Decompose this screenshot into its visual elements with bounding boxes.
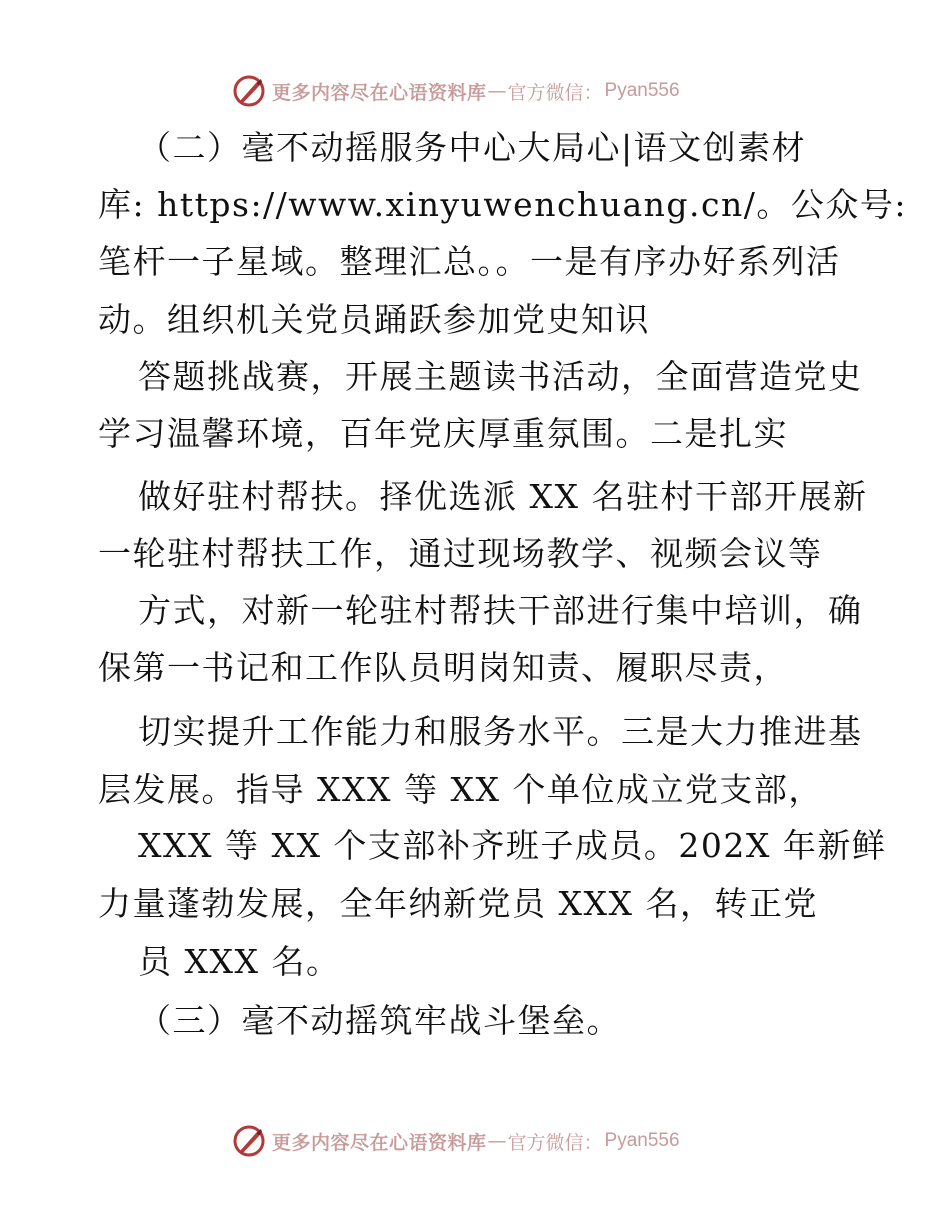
watermark-wechat-id: Pyan556 bbox=[604, 1130, 680, 1151]
text-line: XXX 等 XX 个支部补齐班子成员。202X 年新鲜 bbox=[138, 826, 887, 865]
text-line: 动。组织机关党员踊跃参加党史知识 bbox=[98, 300, 650, 339]
text-line: 学习温馨环境，百年党庆厚重氛围。二是扎实 bbox=[98, 414, 788, 453]
footer-watermark bbox=[232, 1124, 680, 1158]
text-line: 切实提升工作能力和服务水平。三是大力推进基 bbox=[138, 712, 863, 751]
watermark-main-text: 更多内容尽在心语资料库 bbox=[272, 81, 487, 104]
quill-logo-icon bbox=[232, 74, 266, 108]
text-line: 一轮驻村帮扶工作，通过现场教学、视频会议等 bbox=[98, 534, 823, 573]
text-line: 库: https://www.xinyuwenchuang.cn/。公众号: bbox=[98, 185, 907, 224]
watermark-wechat-id: Pyan556 bbox=[604, 80, 680, 101]
header-watermark bbox=[232, 74, 680, 108]
text-line: 层发展。指导 XXX 等 XX 个单位成立党支部， bbox=[98, 770, 823, 809]
text-line: （三）毫不动摇筑牢战斗堡垒。 bbox=[138, 1001, 621, 1040]
watermark-sub-text: 官方微信： bbox=[507, 1131, 603, 1154]
quill-logo-icon bbox=[232, 1124, 266, 1158]
watermark-dash: — bbox=[487, 80, 507, 102]
text-line: 保第一书记和工作队员明岗知责、履职尽责， bbox=[98, 648, 788, 687]
text-line: （二）毫不动摇服务中心大局心|语文创素材 bbox=[138, 128, 807, 167]
text-line: 力量蓬勃发展，全年纳新党员 XXX 名，转正党 bbox=[98, 884, 818, 923]
text-line: 答题挑战赛，开展主题读书活动，全面营造党史 bbox=[138, 357, 863, 396]
watermark-dash: — bbox=[487, 1130, 507, 1152]
text-line: 笔杆一子星域。整理汇总。。一是有序办好系列活 bbox=[98, 242, 841, 281]
watermark-sub-text: 官方微信： bbox=[507, 81, 603, 104]
text-line: 做好驻村帮扶。择优选派 XX 名驻村干部开展新 bbox=[138, 477, 868, 516]
watermark-main-text: 更多内容尽在心语资料库 bbox=[272, 1131, 487, 1154]
text-line: 员 XXX 名。 bbox=[138, 942, 341, 981]
text-line: 方式，对新一轮驻村帮扶干部进行集中培训，确 bbox=[138, 591, 863, 630]
